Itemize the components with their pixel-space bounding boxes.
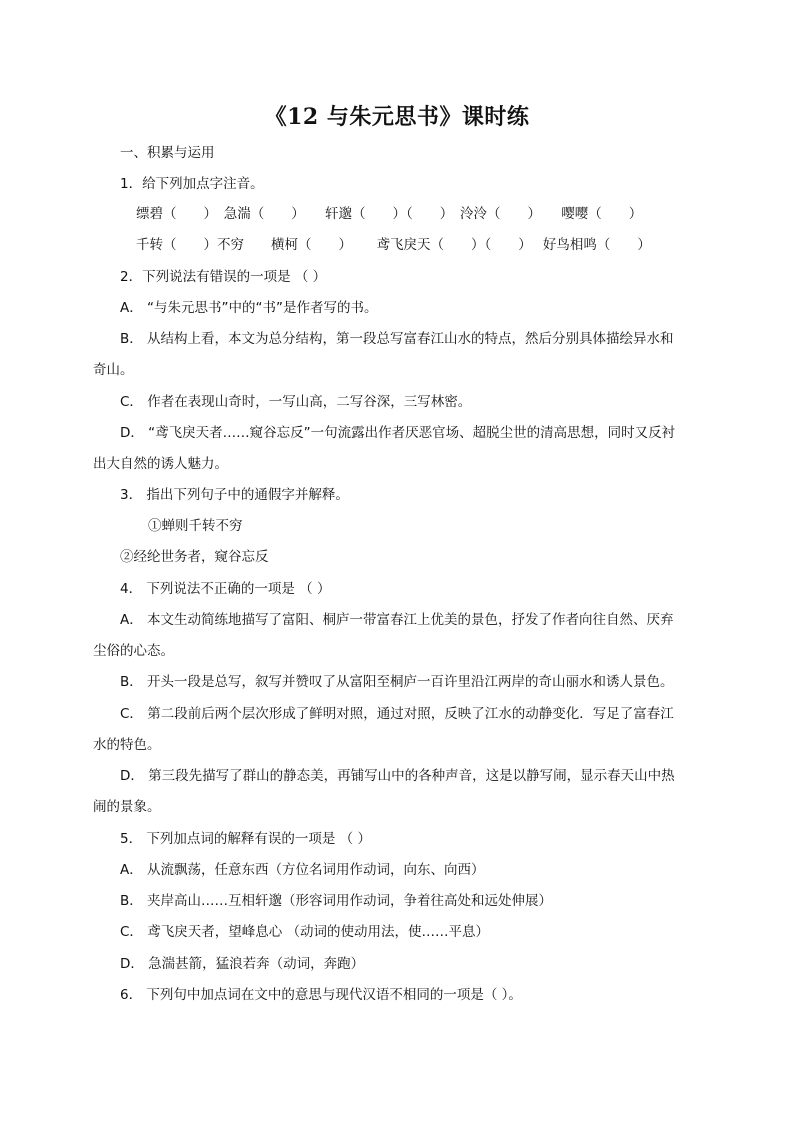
question-2-option-b: B． 从结构上看，本文为总分结构，第一段总写富春江山水的特点，然后分别具体描绘异水和 [120,331,674,347]
question-5-stem: 5． 下列加点词的解释有误的一项是 （ ） [120,831,371,847]
question-1-row-1: 缥碧（ ） 急湍（ ） 轩邈（ ）（ ） 泠泠（ ） 嘤嘤（ ） [136,206,643,222]
question-4-option-a-cont: 尘俗的心态。 [93,643,174,659]
question-3-stem: 3． 指出下列句子中的通假字并解释。 [120,487,349,503]
question-2-option-c: C． 作者在表现山奇时，一写山高，二写谷深，三写林密。 [120,394,472,410]
question-5-option-c: C． 鸢飞戾天者，望峰息心 （动词的使动用法，使……平息） [120,924,490,940]
question-5-option-b: B． 夹岸高山……互相轩邈（形容词用作动词，争着往高处和远处伸展） [120,893,553,909]
question-4-option-a: A． 本文生动简练地描写了富阳、桐庐一带富春江上优美的景色，抒发了作者向往自然、厌弃 [120,612,674,628]
question-1-stem: 1．给下列加点字注音。 [120,176,264,192]
question-2-option-b-cont: 奇山。 [93,362,134,378]
question-1-row-2: 千转（ ）不穷 横柯（ ） 鸢飞戾天（ ）（ ） 好鸟相鸣（ ） [136,237,651,253]
question-5-option-a: A． 从流飘荡，任意东西（方位名词用作动词，向东、向西） [120,862,485,878]
question-2-option-d-cont: 出大自然的诱人魅力。 [93,456,228,472]
section-heading: 一、积累与运用 [120,145,215,161]
question-2-option-d: D． “鸢飞戾天者……窥谷忘反”一句流露出作者厌恶官场、超脱尘世的清高思想，同时又反衬 [120,425,676,441]
question-4-option-c: C． 第二段前后两个层次形成了鲜明对照，通过对照，反映了江水的动静变化．写足了富春江 [120,706,674,722]
question-4-option-c-cont: 水的特色。 [93,737,161,753]
question-3-item-2: ②经纶世务者，窥谷忘反 [120,549,269,565]
question-4-option-d: D． 第三段先描写了群山的静态美，再铺写山中的各种声音，这是以静写闹，显示春天山中热 [120,768,675,784]
question-6-stem: 6． 下列句中加点词在文中的意思与现代汉语不相同的一项是（ ）。 [120,987,522,1003]
question-3-item-1: ①蝉则千转不穷 [148,518,243,534]
question-5-option-d: D． 急湍甚箭，猛浪若奔（动词，奔跑） [120,956,365,972]
page-title: 《12 与朱元思书》课时练 [264,104,530,130]
question-4-stem: 4． 下列说法不正确的一项是 （ ） [120,581,331,597]
question-2-stem: 2．下列说法有错误的一项是 （ ） [120,269,327,285]
question-4-option-d-cont: 闹的景象。 [93,799,161,815]
question-2-option-a: A． “与朱元思书”中的“书”是作者写的书。 [120,300,378,316]
question-4-option-b: B． 开头一段是总写，叙写并赞叹了从富阳至桐庐一百许里沿江两岸的奇山丽水和诱人景色。 [120,674,674,690]
